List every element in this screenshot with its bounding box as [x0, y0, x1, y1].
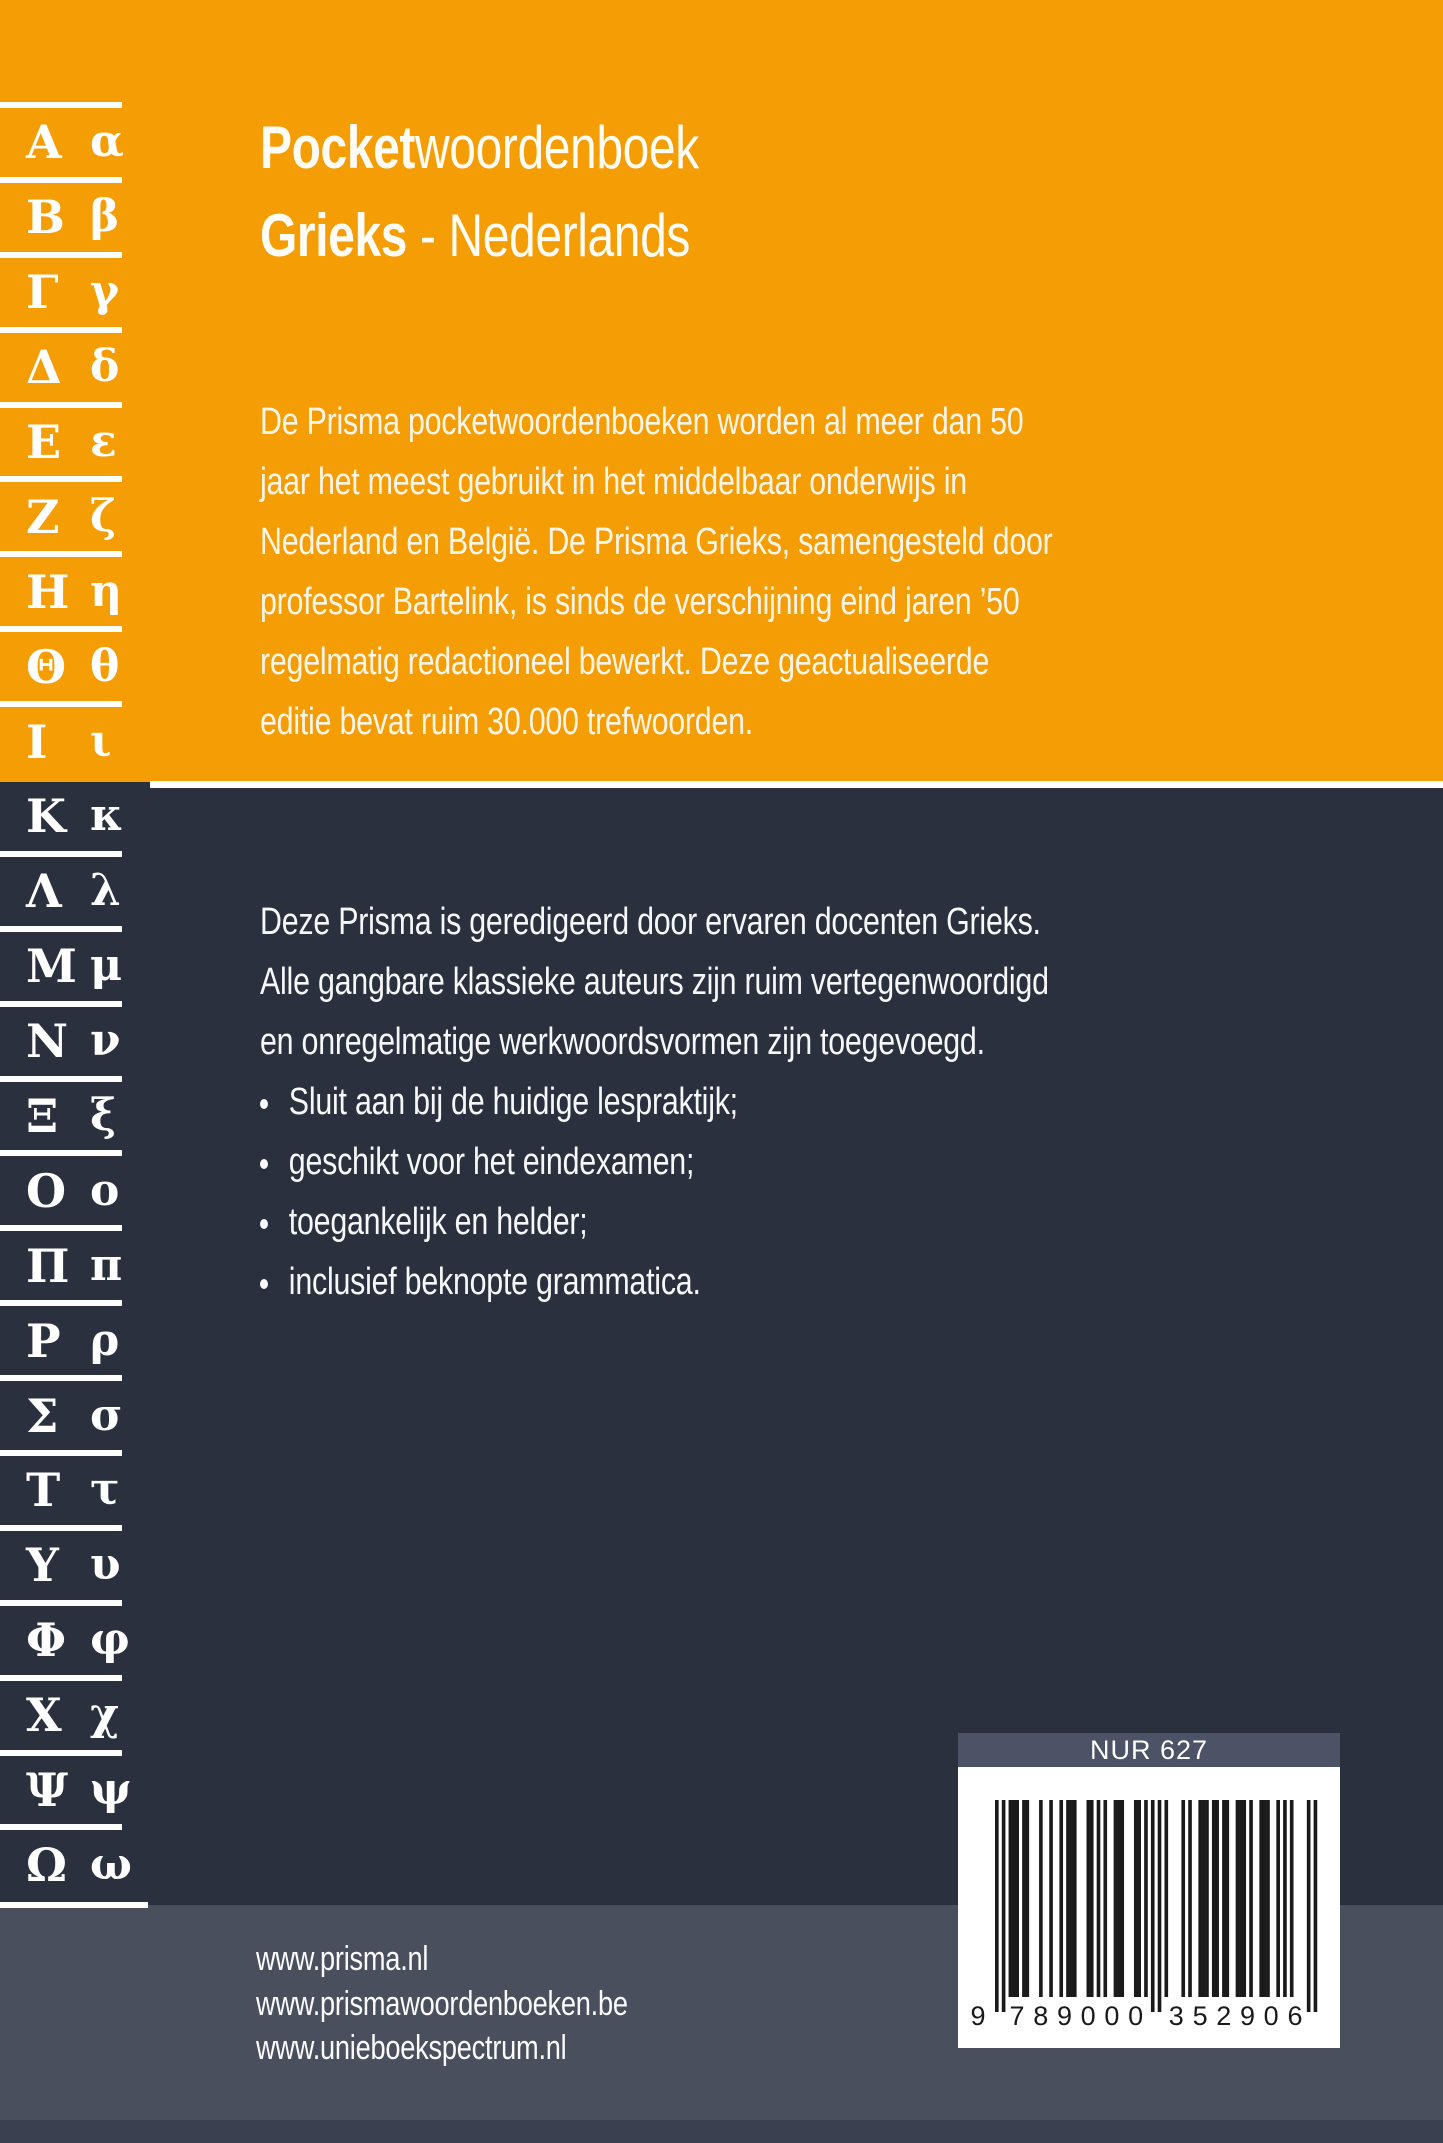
- sidebar-row-omega: [0, 1827, 150, 1902]
- greek-lower-letter: η: [90, 565, 122, 617]
- bullet-item: [260, 1072, 738, 1132]
- greek-upper-letter: Ρ: [26, 1313, 61, 1368]
- sidebar-row-kappa: [0, 779, 150, 854]
- greek-lower-letter: δ: [90, 341, 120, 393]
- bullet-dot: [260, 1159, 268, 1169]
- bullet-dot: [260, 1279, 268, 1289]
- sidebar-end-line: [0, 1902, 148, 1908]
- section-divider-line: [150, 781, 1443, 788]
- greek-upper-letter: Π: [26, 1238, 70, 1293]
- ean13-barcode-svg: [958, 1767, 1340, 2048]
- greek-upper-letter: Κ: [26, 789, 66, 844]
- greek-upper-letter: Ξ: [26, 1089, 59, 1144]
- title-line-1: [260, 104, 699, 192]
- sidebar-row-xi: [0, 1079, 150, 1154]
- greek-lower-letter: α: [90, 116, 124, 168]
- svg-text:9: 9: [1056, 2001, 1073, 2031]
- sidebar-row-upsilon: [0, 1528, 150, 1603]
- barcode: [958, 1767, 1340, 2048]
- greek-lower-letter: ε: [90, 416, 117, 467]
- paragraph-line: Deze Prisma is geredigeerd door ervaren docenten Grieks.: [260, 901, 1041, 943]
- greek-lower-letter: χ: [90, 1689, 119, 1741]
- greek-lower-letter: ρ: [90, 1314, 120, 1366]
- bullet-item: [260, 1252, 738, 1312]
- greek-upper-letter: Α: [26, 115, 62, 170]
- greek-lower-letter: ψ: [90, 1764, 132, 1816]
- greek-upper-letter: Ι: [26, 714, 48, 769]
- greek-upper-letter: Ο: [26, 1163, 67, 1218]
- bullet-dot: [260, 1099, 268, 1109]
- svg-text:3: 3: [1168, 2001, 1184, 2031]
- svg-text:7: 7: [1009, 2001, 1025, 2031]
- paragraph-line: Alle gangbare klassieke auteurs zijn ruim vertegenwoordigd: [260, 961, 1049, 1003]
- sidebar-row-psi: [0, 1753, 150, 1828]
- greek-upper-letter: Λ: [26, 864, 62, 919]
- greek-upper-letter: Σ: [26, 1388, 59, 1443]
- greek-lower-letter: ο: [90, 1164, 120, 1216]
- greek-lower-letter: π: [90, 1239, 123, 1291]
- greek-lower-letter: ζ: [90, 490, 117, 542]
- url-line: www.unieboekspectrum.nl: [256, 2029, 567, 2067]
- greek-upper-letter: Ψ: [26, 1763, 69, 1818]
- greek-lower-letter: ι: [90, 715, 112, 767]
- paragraph-line: regelmatig redactioneel bewerkt. Deze geactualiseerde: [260, 641, 990, 683]
- sidebar-row-omicron: [0, 1153, 150, 1228]
- svg-text:0: 0: [1128, 2001, 1144, 2031]
- nur-banner: [958, 1733, 1340, 1767]
- bullet-dot: [260, 1219, 268, 1229]
- bullet-text: inclusief beknopte grammatica.: [288, 1261, 701, 1303]
- details-paragraph: [260, 892, 1049, 1072]
- greek-upper-letter: Φ: [26, 1613, 67, 1668]
- svg-text:8: 8: [1033, 2001, 1049, 2031]
- paragraph-line: Nederland en België. De Prisma Grieks, samengesteld door: [260, 521, 1053, 563]
- sidebar-row-sigma: [0, 1378, 150, 1453]
- sidebar-row-eta: [0, 554, 150, 629]
- url-line: www.prisma.nl: [256, 1940, 429, 1978]
- paragraph-line: De Prisma pocketwoordenboeken worden al meer dan 50: [260, 401, 1024, 443]
- greek-lower-letter: ω: [90, 1838, 132, 1890]
- sidebar-row-theta: [0, 629, 150, 704]
- title-woordenboek: woordenboek: [415, 114, 699, 181]
- greek-upper-letter: Ω: [26, 1837, 67, 1892]
- greek-alphabet-sidebar: [0, 105, 150, 1902]
- bullet-item: [260, 1192, 738, 1252]
- sidebar-row-rho: [0, 1303, 150, 1378]
- greek-lower-letter: φ: [90, 1614, 130, 1666]
- greek-upper-letter: Ν: [26, 1014, 69, 1069]
- bullet-item: [260, 1132, 738, 1192]
- sidebar-row-alpha: [0, 105, 150, 180]
- sidebar-row-lambda: [0, 854, 150, 929]
- svg-text:0: 0: [1263, 2001, 1279, 2031]
- paragraph-line: editie bevat ruim 30.000 trefwoorden.: [260, 701, 754, 743]
- greek-upper-letter: Υ: [26, 1538, 59, 1593]
- publisher-urls: [256, 1937, 628, 2071]
- greek-lower-letter: υ: [90, 1539, 121, 1591]
- greek-upper-letter: Β: [26, 190, 65, 245]
- nur-label: NUR 627: [1089, 1734, 1209, 1765]
- greek-lower-letter: σ: [90, 1389, 123, 1441]
- sidebar-row-gamma: [0, 255, 150, 330]
- greek-upper-letter: Τ: [26, 1463, 61, 1518]
- title-nederlands: - Nederlands: [407, 202, 690, 269]
- sidebar-row-zeta: [0, 479, 150, 554]
- sidebar-row-nu: [0, 1004, 150, 1079]
- greek-upper-letter: Μ: [26, 939, 77, 994]
- greek-lower-letter: λ: [90, 865, 121, 917]
- title-pocket: Pocket: [260, 114, 416, 181]
- sidebar-row-iota: [0, 704, 150, 779]
- url-line: www.prismawoordenboeken.be: [256, 1984, 628, 2023]
- bullet-text: Sluit aan bij de huidige lespraktijk;: [288, 1081, 738, 1123]
- svg-text:9: 9: [970, 2001, 986, 2031]
- greek-upper-letter: Χ: [26, 1688, 62, 1743]
- sidebar-row-mu: [0, 929, 150, 1004]
- greek-upper-letter: Δ: [26, 340, 62, 395]
- barcode-block: [958, 1733, 1340, 2048]
- greek-lower-letter: μ: [90, 940, 123, 992]
- bottom-edge-strip: [0, 2120, 1443, 2143]
- greek-lower-letter: θ: [90, 640, 120, 692]
- svg-text:6: 6: [1287, 2001, 1303, 2031]
- svg-text:9: 9: [1239, 2001, 1256, 2031]
- intro-paragraph: [260, 392, 1053, 752]
- greek-upper-letter: Η: [26, 564, 70, 619]
- sidebar-row-beta: [0, 180, 150, 255]
- greek-upper-letter: Γ: [26, 265, 59, 320]
- bullet-text: geschikt voor het eindexamen;: [288, 1141, 695, 1183]
- paragraph-line: en onregelmatige werkwoordsvormen zijn toegevoegd.: [260, 1021, 985, 1063]
- sidebar-row-tau: [0, 1453, 150, 1528]
- sidebar-row-chi: [0, 1678, 150, 1753]
- sidebar-row-phi: [0, 1603, 150, 1678]
- greek-lower-letter: τ: [90, 1464, 120, 1516]
- svg-text:0: 0: [1080, 2001, 1096, 2031]
- greek-lower-letter: ξ: [90, 1090, 117, 1142]
- greek-lower-letter: κ: [90, 790, 123, 842]
- paragraph-line: jaar het meest gebruikt in het middelbaar onderwijs in: [260, 461, 967, 503]
- title-grieks: Grieks: [260, 202, 408, 269]
- greek-upper-letter: Ε: [26, 415, 62, 469]
- sidebar-row-delta: [0, 330, 150, 405]
- feature-bullet-list: [260, 1072, 738, 1312]
- svg-text:5: 5: [1192, 2001, 1208, 2031]
- sidebar-row-epsilon: [0, 405, 150, 480]
- greek-upper-letter: Ζ: [26, 489, 60, 544]
- sidebar-row-pi: [0, 1228, 150, 1303]
- greek-lower-letter: ν: [90, 1015, 121, 1067]
- bullet-text: toegankelijk en helder;: [288, 1201, 588, 1243]
- title-line-2: [260, 192, 699, 280]
- page-title: [260, 104, 699, 280]
- svg-text:2: 2: [1216, 2001, 1232, 2031]
- greek-lower-letter: γ: [90, 266, 120, 318]
- greek-lower-letter: β: [90, 191, 120, 243]
- svg-text:0: 0: [1104, 2001, 1120, 2031]
- paragraph-line: professor Bartelink, is sinds de verschijning eind jaren ’50: [260, 581, 1020, 623]
- greek-upper-letter: Θ: [26, 639, 67, 694]
